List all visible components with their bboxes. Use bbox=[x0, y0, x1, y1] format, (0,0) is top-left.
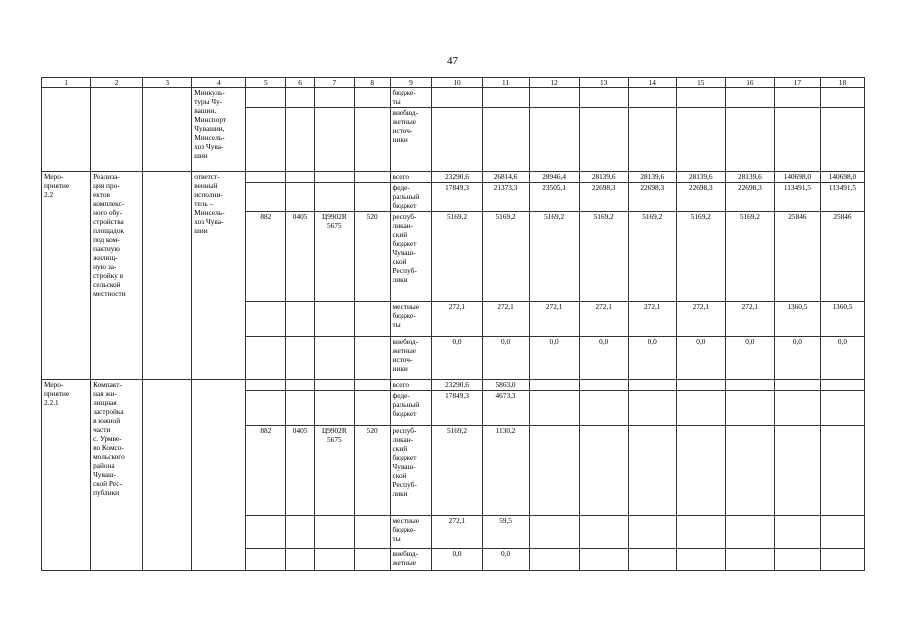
cell-empty bbox=[354, 337, 390, 380]
measure-2-2-1 bbox=[42, 380, 865, 571]
budget-value bbox=[628, 380, 676, 391]
cell-empty bbox=[314, 172, 354, 183]
budget-value: 113491,5 bbox=[774, 183, 820, 212]
budget-value: 5169,2 bbox=[432, 212, 482, 302]
column-number: 18 bbox=[820, 78, 864, 88]
grbs-code: 882 bbox=[246, 426, 286, 516]
budget-value: 0,0 bbox=[432, 337, 482, 380]
column-number: 16 bbox=[725, 78, 774, 88]
budget-value: 17849,3 bbox=[432, 183, 482, 212]
budget-value bbox=[774, 380, 820, 391]
budget-value: 140698,0 bbox=[820, 172, 864, 183]
cell-empty bbox=[143, 172, 192, 380]
budget-value: 22698,3 bbox=[579, 183, 628, 212]
budget-value bbox=[725, 426, 774, 516]
cell-empty bbox=[286, 391, 315, 426]
funding-source-label: феде- ральный бюджет bbox=[390, 183, 432, 212]
column-number: 10 bbox=[432, 78, 482, 88]
budget-value bbox=[579, 380, 628, 391]
cell-empty bbox=[354, 183, 390, 212]
budget-value: 272,1 bbox=[482, 302, 529, 337]
budget-value: 5863,0 bbox=[482, 380, 529, 391]
funding-source-label: феде- ральный бюджет bbox=[390, 391, 432, 426]
budget-value: 0,0 bbox=[628, 337, 676, 380]
cell-empty bbox=[286, 172, 315, 183]
budget-value bbox=[579, 549, 628, 571]
cell-empty bbox=[354, 516, 390, 549]
budget-value: 0,0 bbox=[820, 337, 864, 380]
cell-empty bbox=[314, 380, 354, 391]
column-number: 12 bbox=[529, 78, 579, 88]
cell-empty bbox=[286, 516, 315, 549]
budget-value: 22698,3 bbox=[725, 183, 774, 212]
budget-value bbox=[628, 391, 676, 426]
budget-value bbox=[529, 391, 579, 426]
budget-value: 28139,6 bbox=[725, 172, 774, 183]
funding-source-label: респуб- ликан- ский бюджет Чуваш- ской Респуб- лики bbox=[390, 426, 432, 516]
funding-source-label: внебюд- жетные bbox=[390, 549, 432, 571]
budget-value: 26814,6 bbox=[482, 172, 529, 183]
budget-value: 272,1 bbox=[676, 302, 725, 337]
section-code: 0405 bbox=[286, 426, 315, 516]
budget-value: 21373,3 bbox=[482, 183, 529, 212]
budget-value bbox=[676, 380, 725, 391]
budget-value bbox=[725, 516, 774, 549]
budget-value: 0,0 bbox=[482, 337, 529, 380]
budget-value: 28139,6 bbox=[676, 172, 725, 183]
budget-value bbox=[725, 380, 774, 391]
budget-value: 5169,2 bbox=[482, 212, 529, 302]
cell-empty bbox=[354, 172, 390, 183]
cell-empty bbox=[143, 88, 192, 172]
cell-empty bbox=[314, 391, 354, 426]
cell-empty bbox=[246, 380, 286, 391]
funding-source-label: внебюд- жетные источ- ники bbox=[390, 108, 432, 172]
budget-value: 5169,2 bbox=[529, 212, 579, 302]
budget-value: 0,0 bbox=[774, 337, 820, 380]
budget-value bbox=[628, 516, 676, 549]
budget-value: 1130,2 bbox=[482, 426, 529, 516]
budget-value: 0,0 bbox=[676, 337, 725, 380]
cell-empty bbox=[91, 88, 143, 172]
cell-empty bbox=[354, 88, 390, 108]
budget-value: 272,1 bbox=[725, 302, 774, 337]
column-number: 4 bbox=[192, 78, 246, 88]
budget-value: 1360,5 bbox=[820, 302, 864, 337]
budget-value: 22698,3 bbox=[628, 183, 676, 212]
budget-row bbox=[42, 172, 865, 183]
budget-value: 272,1 bbox=[529, 302, 579, 337]
column-number: 13 bbox=[579, 78, 628, 88]
budget-value: 5169,2 bbox=[725, 212, 774, 302]
funding-source-label: внебюд- жетные источ- ники bbox=[390, 337, 432, 380]
cell-empty bbox=[286, 88, 315, 108]
cell-empty bbox=[354, 380, 390, 391]
budget-value: 5169,2 bbox=[628, 212, 676, 302]
budget-value bbox=[676, 516, 725, 549]
target-article-code: Ц9902R 5675 bbox=[314, 426, 354, 516]
budget-value: 23290,6 bbox=[432, 172, 482, 183]
budget-value bbox=[529, 516, 579, 549]
budget-value: 0,0 bbox=[579, 337, 628, 380]
budget-value: 59,5 bbox=[482, 516, 529, 549]
cell-empty bbox=[286, 302, 315, 337]
cell-empty bbox=[286, 337, 315, 380]
budget-value: 23505,1 bbox=[529, 183, 579, 212]
cell-empty bbox=[246, 172, 286, 183]
cell-empty bbox=[314, 302, 354, 337]
budget-value: 5169,2 bbox=[432, 426, 482, 516]
budget-value bbox=[725, 549, 774, 571]
budget-value bbox=[628, 426, 676, 516]
budget-value: 0,0 bbox=[725, 337, 774, 380]
cell-empty bbox=[42, 88, 91, 172]
budget-value: 140698,0 bbox=[774, 172, 820, 183]
budget-value: 0,0 bbox=[482, 549, 529, 571]
budget-value bbox=[676, 391, 725, 426]
column-number: 17 bbox=[774, 78, 820, 88]
measure-2-2 bbox=[42, 172, 865, 380]
budget-value: 23290,6 bbox=[432, 380, 482, 391]
funding-source-label: бюдже- ты bbox=[390, 88, 432, 108]
column-number: 7 bbox=[314, 78, 354, 88]
responsible-executor: ответст- венный исполни- тель – Минсель- хоз Чува- шии bbox=[192, 172, 246, 380]
column-number: 9 bbox=[390, 78, 432, 88]
budget-value: 22698,3 bbox=[676, 183, 725, 212]
funding-source-label: всего bbox=[390, 380, 432, 391]
grbs-code: 882 bbox=[246, 212, 286, 302]
column-number: 14 bbox=[628, 78, 676, 88]
cell-empty bbox=[286, 380, 315, 391]
budget-value bbox=[774, 426, 820, 516]
expense-type-code: 520 bbox=[354, 426, 390, 516]
budget-value bbox=[529, 426, 579, 516]
column-number: 2 bbox=[91, 78, 143, 88]
budget-row bbox=[42, 380, 865, 391]
budget-value: 272,1 bbox=[432, 516, 482, 549]
cell-empty bbox=[143, 380, 192, 571]
budget-value: 0,0 bbox=[529, 337, 579, 380]
measure-number: Меро- приятие 2.2 bbox=[42, 172, 91, 380]
column-number-row bbox=[42, 78, 865, 88]
budget-table bbox=[41, 77, 865, 571]
budget-value: 4673,3 bbox=[482, 391, 529, 426]
funding-source-label: всего bbox=[390, 172, 432, 183]
budget-value bbox=[774, 391, 820, 426]
budget-value bbox=[676, 426, 725, 516]
budget-value bbox=[820, 426, 864, 516]
column-number: 8 bbox=[354, 78, 390, 88]
cell-empty bbox=[246, 183, 286, 212]
budget-value bbox=[579, 516, 628, 549]
funding-source-label: местные бюдже- ты bbox=[390, 302, 432, 337]
measure-description: Реализа- ция про- ектов комплекс- ного обу- стройства площадок под ком- пактную жилищ- ную за- стройку в сельской местности bbox=[91, 172, 143, 380]
budget-value bbox=[820, 391, 864, 426]
section-code: 0405 bbox=[286, 212, 315, 302]
budget-value: 17849,3 bbox=[432, 391, 482, 426]
budget-value bbox=[774, 549, 820, 571]
responsible-executors: Минкуль- туры Чу- вашии, Минспорт Чувашии, Минсель- хоз Чува- шии bbox=[192, 88, 246, 172]
cell-empty bbox=[246, 391, 286, 426]
cell-empty bbox=[354, 549, 390, 571]
column-number: 3 bbox=[143, 78, 192, 88]
column-number: 6 bbox=[286, 78, 315, 88]
budget-value bbox=[774, 516, 820, 549]
cell-empty bbox=[314, 88, 354, 108]
column-number: 1 bbox=[42, 78, 91, 88]
budget-value: 25846 bbox=[820, 212, 864, 302]
funding-source-label: местные бюдже- ты bbox=[390, 516, 432, 549]
budget-value: 272,1 bbox=[432, 302, 482, 337]
budget-value: 28946,4 bbox=[529, 172, 579, 183]
budget-value: 5169,2 bbox=[579, 212, 628, 302]
budget-value: 272,1 bbox=[628, 302, 676, 337]
budget-value: 113491,5 bbox=[820, 183, 864, 212]
cell-empty bbox=[246, 337, 286, 380]
budget-value: 5169,2 bbox=[676, 212, 725, 302]
budget-value bbox=[628, 549, 676, 571]
budget-value: 0,0 bbox=[432, 549, 482, 571]
budget-value: 25846 bbox=[774, 212, 820, 302]
budget-value: 1360,5 bbox=[774, 302, 820, 337]
page-number: 47 bbox=[447, 55, 458, 67]
budget-value: 28139,6 bbox=[628, 172, 676, 183]
cell-empty bbox=[192, 380, 246, 571]
budget-value bbox=[820, 549, 864, 571]
column-number: 15 bbox=[676, 78, 725, 88]
target-article-code: Ц9902R 5675 bbox=[314, 212, 354, 302]
budget-value bbox=[529, 549, 579, 571]
cell-empty bbox=[286, 183, 315, 212]
budget-value bbox=[820, 380, 864, 391]
cell-empty bbox=[314, 183, 354, 212]
budget-value bbox=[579, 391, 628, 426]
budget-value bbox=[579, 426, 628, 516]
cell-empty bbox=[246, 516, 286, 549]
column-number: 11 bbox=[482, 78, 529, 88]
cell-empty bbox=[246, 549, 286, 571]
budget-value bbox=[529, 380, 579, 391]
budget-value: 272,1 bbox=[579, 302, 628, 337]
measure-number: Меро- приятие 2.2.1 bbox=[42, 380, 91, 571]
cell-empty bbox=[314, 549, 354, 571]
expense-type-code: 520 bbox=[354, 212, 390, 302]
cell-empty bbox=[246, 88, 286, 108]
measure-description: Компакт- ная жи- лищная застройка в южной части с. Урмве- во Комсо- мольского района Чуваш- ской Рес- публики bbox=[91, 380, 143, 571]
budget-value bbox=[725, 391, 774, 426]
continuation-row bbox=[42, 88, 865, 108]
cell-empty bbox=[246, 302, 286, 337]
column-number: 5 bbox=[246, 78, 286, 88]
cell-empty bbox=[354, 302, 390, 337]
funding-source-label: респуб- ликан- ский бюджет Чуваш- ской Респуб- лики bbox=[390, 212, 432, 302]
cell-empty bbox=[354, 391, 390, 426]
budget-value bbox=[676, 549, 725, 571]
cell-empty bbox=[314, 516, 354, 549]
budget-value bbox=[820, 516, 864, 549]
cell-empty bbox=[314, 337, 354, 380]
budget-value: 28139,6 bbox=[579, 172, 628, 183]
cell-empty bbox=[286, 549, 315, 571]
